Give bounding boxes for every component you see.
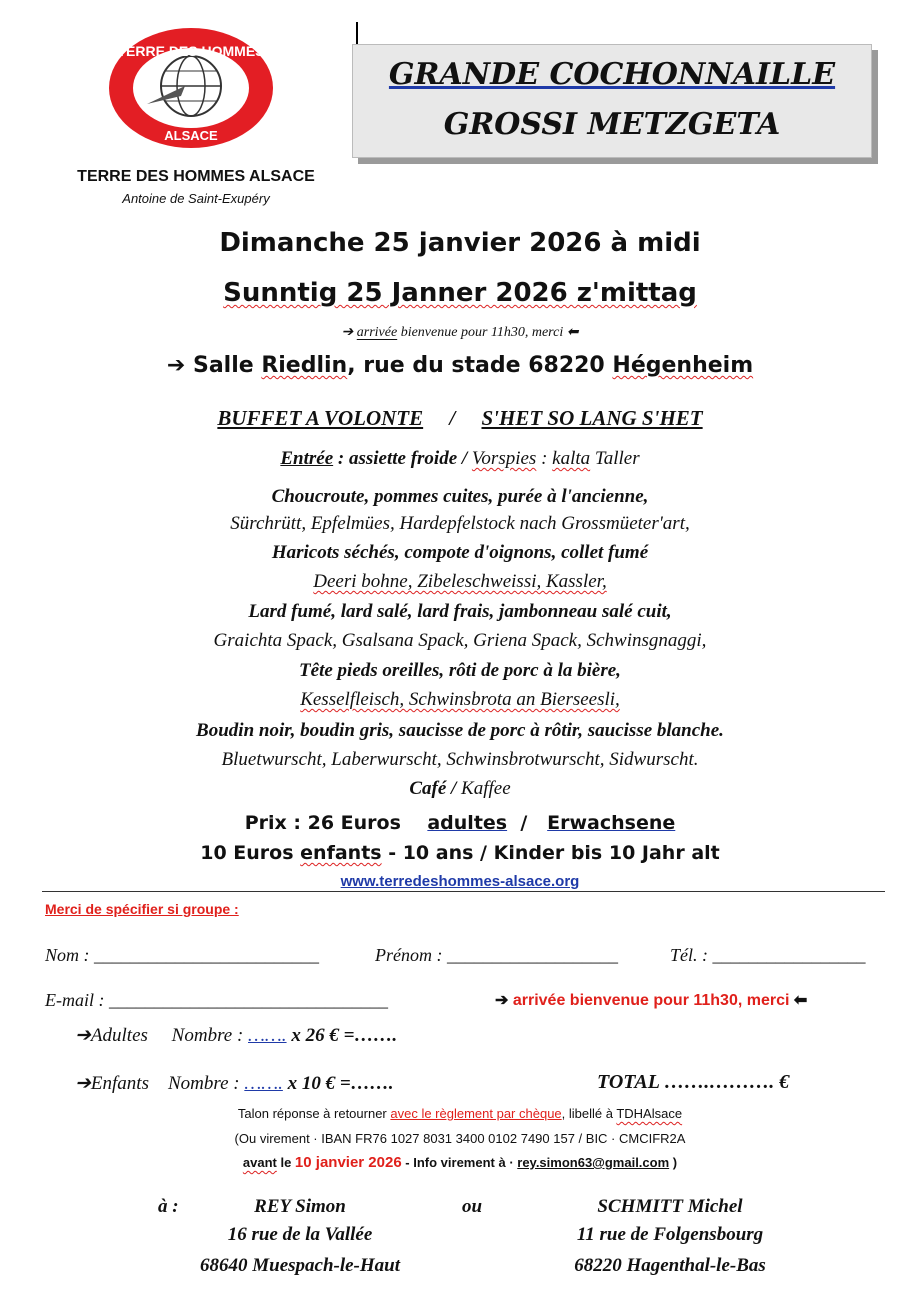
cut-line xyxy=(42,891,885,892)
arrival-note: ➔ arrivée bienvenue pour 11h30, merci ⬅ xyxy=(341,325,579,340)
deadline-note: avant le 10 janvier 2026 - Info virement à · rey.simon63@gmail.com ) xyxy=(242,1154,678,1171)
menu-line: Haricots séchés, compote d'oignons, collet fumé xyxy=(271,542,649,563)
menu-line: Tête pieds oreilles, rôti de porc à la bière, xyxy=(299,660,621,681)
contact-1-name: REY Simon xyxy=(254,1196,346,1217)
date-als: Sunntig 25 Janner 2026 z'mittag xyxy=(223,278,697,308)
email-field[interactable]: E-mail : _______________________________ xyxy=(45,990,388,1010)
org-author: Antoine de Saint-Exupéry xyxy=(122,191,270,206)
title-box xyxy=(352,44,872,158)
contact-2-name: SCHMITT Michel xyxy=(597,1196,743,1217)
prenom-field[interactable]: Prénom : ___________________ xyxy=(375,945,618,965)
org-name: TERRE DES HOMMES ALSACE xyxy=(77,168,315,185)
menu-line: Choucroute, pommes cuites, purée à l'ancienne, xyxy=(271,486,649,507)
venue: ➔ Salle Riedlin, rue du stade 68220 Hégenheim xyxy=(166,353,754,378)
total-field[interactable]: TOTAL …….………. € xyxy=(597,1071,790,1093)
contact-1-street: 16 rue de la Vallée xyxy=(227,1224,373,1245)
menu-line: Graichta Spack, Gsalsana Spack, Griena Spack, Schwinsgnaggi, xyxy=(213,630,707,651)
menu-cafe: Café / Kaffee xyxy=(409,778,511,799)
talon-note: Talon réponse à retourner avec le règlement par chèque, libellé à TDHAlsace xyxy=(237,1106,683,1121)
nom-field[interactable]: Nom : _________________________ xyxy=(45,945,319,965)
website-link[interactable]: www.terredeshommes-alsace.org xyxy=(340,873,580,890)
contact-1-city: 68640 Muespach-le-Haut xyxy=(199,1255,401,1276)
menu-line: Kesselfleisch, Schwinsbrota an Bierseesli, xyxy=(300,689,620,710)
price-adult: Prix : 26 Euros adultes / Erwachsene xyxy=(244,812,676,834)
bank-info: (Ou virement · IBAN FR76 1027 8031 3400 0102 7490 157 / BIC · CMCIFR2A xyxy=(234,1131,686,1146)
menu-entree: Entrée : assiette froide / Vorspies : kalta Taller xyxy=(280,448,640,469)
contact-2-street: 11 rue de Folgensbourg xyxy=(576,1224,764,1245)
tel-field[interactable]: Tél. : _________________ xyxy=(670,945,866,965)
svg-text:TERRE DES HOMMES: TERRE DES HOMMES xyxy=(117,43,265,59)
org-logo xyxy=(107,26,275,150)
menu-line: Bluetwurscht, Laberwurscht, Schwinsbrotwurscht, Sidwurscht. xyxy=(221,749,699,770)
group-note: Merci de spécifier si groupe : xyxy=(45,901,239,917)
title-line-1: GRANDE COCHONNAILLE xyxy=(388,57,836,92)
title-line-2: GROSSI METZGETA xyxy=(443,107,781,142)
contact-2-city: 68220 Hagenthal-le-Bas xyxy=(574,1255,766,1276)
price-child: 10 Euros enfants - 10 ans / Kinder bis 10 Jahr alt xyxy=(200,842,720,864)
svg-text:ALSACE: ALSACE xyxy=(164,128,218,143)
contact-or: ou xyxy=(462,1196,483,1217)
date-fr: Dimanche 25 janvier 2026 à midi xyxy=(219,228,701,258)
buffet-heading: BUFFET A VOLONTE / S'HET SO LANG S'HET xyxy=(217,406,703,430)
arrival-reminder: ➔ arrivée bienvenue pour 11h30, merci ⬅ xyxy=(495,992,808,1009)
menu-line: Deeri bohne, Zibeleschweissi, Kassler, xyxy=(313,571,607,592)
children-row[interactable]: ➔Enfants Nombre : ……. x 10 € =……. xyxy=(75,1073,394,1094)
menu-line: Boudin noir, boudin gris, saucisse de porc à rôtir, saucisse blanche. xyxy=(196,720,724,741)
contact-a: à : xyxy=(158,1196,179,1217)
menu-line: Sürchrütt, Epfelmües, Hardepfelstock nach Grossmüeter'art, xyxy=(230,513,690,534)
adults-row[interactable]: ➔Adultes Nombre : ……. x 26 € =……. xyxy=(75,1025,398,1046)
globe-logo-icon xyxy=(107,26,275,150)
menu-line: Lard fumé, lard salé, lard frais, jambonneau salé cuit, xyxy=(248,601,672,622)
